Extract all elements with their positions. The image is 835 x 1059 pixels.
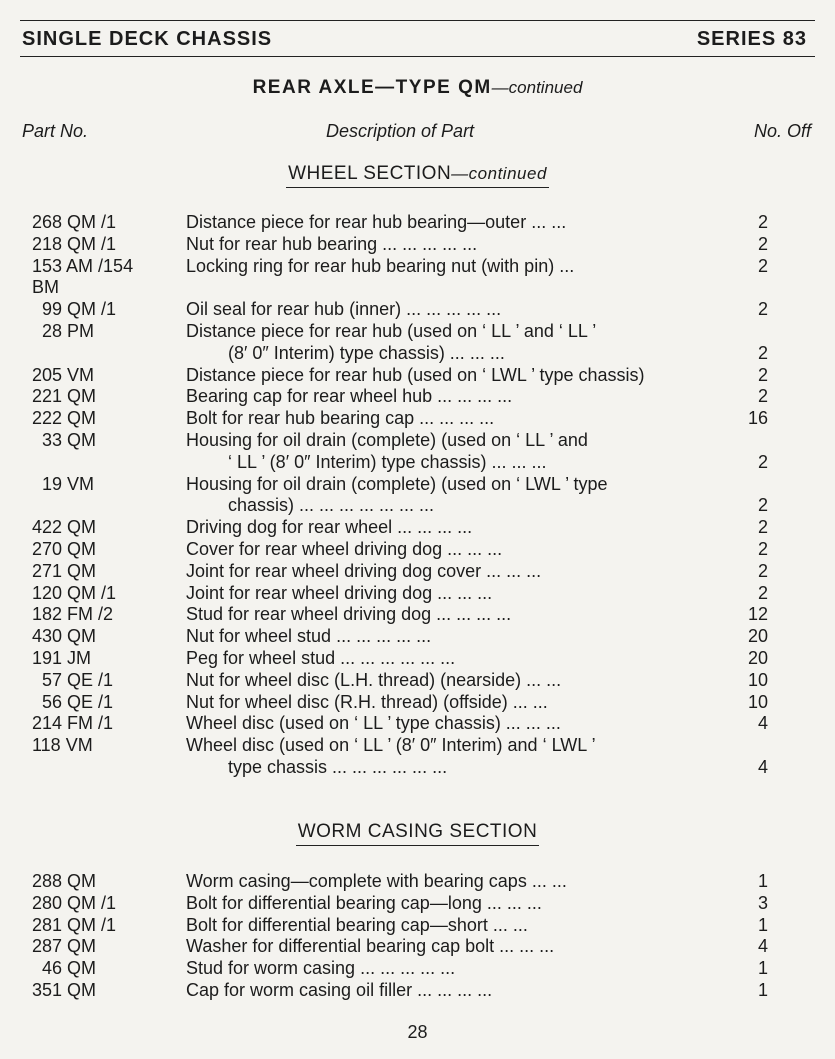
header-rule [20,56,815,57]
quantity: 2 [757,255,768,276]
quantity: 12 [747,604,768,625]
worm-section-title [0,821,835,846]
description-line: Wheel disc (used on ‘ LL ’ (8′ 0″ Interim) and ‘ LWL ’ [186,735,596,756]
table-row [0,299,835,321]
quantity: 2 [757,212,768,232]
description-line: Stud for worm casing ... ... ... ... ... [186,958,456,979]
part-number: 422 QM [32,517,97,538]
part-description [186,958,700,980]
part-description [186,365,700,387]
part-number: 57 QE /1 [42,669,114,690]
part-description [186,299,700,321]
quantity: 2 [757,538,768,559]
title-continued: —continued [491,78,583,97]
description-line: Joint for rear wheel driving dog cover ... ... ... [186,560,542,581]
quantity: 2 [757,582,768,603]
part-number: 56 QE /1 [42,691,114,712]
part-number: 221 QM [32,386,97,407]
description-line: Housing for oil drain (complete) (used on ‘ LWL ’ type [186,473,608,494]
worm-section-list [0,871,835,1002]
description-line: Locking ring for rear hub bearing nut (with pin) ... [186,255,575,276]
part-description [186,256,700,278]
description-line: Bolt for differential bearing cap—long ... ... ... [186,892,542,913]
part-description [186,583,700,605]
quantity: 20 [747,626,768,647]
worm-section-name: WORM CASING SECTION [296,821,540,846]
quantity: 20 [747,647,768,668]
part-description [186,648,700,670]
table-row [0,583,835,605]
quantity: 1 [757,958,768,979]
part-number: 351 QM [32,979,97,1000]
description-line: (8′ 0″ Interim) type chassis) ... ... ... [228,342,505,363]
table-row [0,277,835,299]
table-row [0,626,835,648]
table-row [0,893,835,915]
description-line: Nut for rear hub bearing ... ... ... ... ... [186,233,478,254]
part-number: 191 JM [32,647,92,668]
quantity: 3 [757,892,768,913]
quantity: 2 [757,342,768,363]
part-description [186,321,700,365]
table-row [0,234,835,256]
description-line: Cap for worm casing oil filler ... ... ... ... [186,979,493,1000]
part-number: 120 QM /1 [32,582,117,603]
part-description [186,604,700,626]
quantity: 1 [757,871,768,891]
part-number: 99 QM /1 [42,299,117,320]
part-number: 33 QM [42,429,97,450]
part-number: 222 QM [32,408,97,429]
quantity: 2 [757,495,768,516]
table-row [0,735,835,779]
part-description [186,408,700,430]
part-description [186,517,700,539]
part-number: 46 QM [42,958,97,979]
description-line: Bolt for rear hub bearing cap ... ... ... ... [186,408,495,429]
header-series: SERIES 83 [696,28,807,50]
table-row [0,408,835,430]
part-number: 28 PM [42,320,95,341]
part-description [186,626,700,648]
page-number: 28 [407,1022,428,1042]
description-line: Cover for rear wheel driving dog ... ... ... [186,538,503,559]
description-line: Peg for wheel stud ... ... ... ... ... ... [186,647,456,668]
table-row [0,212,835,234]
table-row [0,670,835,692]
quantity: 4 [757,713,768,734]
part-description [186,692,700,714]
column-header-part-no: Part No. [22,121,89,141]
quantity: 1 [757,914,768,935]
description-line: Joint for rear wheel driving dog ... ... ... [186,582,493,603]
title-main: REAR AXLE—TYPE QM [252,77,492,98]
table-row [0,474,835,518]
table-row [0,936,835,958]
part-description [186,430,700,474]
table-row [0,604,835,626]
part-number: 182 FM /2 [32,604,114,625]
description-line: chassis) ... ... ... ... ... ... ... [228,495,435,516]
description-line: ‘ LL ’ (8′ 0″ Interim) type chassis) ... ... ... [228,451,547,472]
table-row [0,321,835,365]
table-row [0,256,835,278]
part-description [186,561,700,583]
part-number: 218 QM /1 [32,233,117,254]
table-row [0,430,835,474]
table-row [0,713,835,735]
description-line: Nut for wheel disc (R.H. thread) (offside) ... ... [186,691,548,712]
part-number: 19 VM [42,473,95,494]
wheel-section-list [0,212,835,779]
quantity: 4 [757,936,768,957]
part-number: 287 QM [32,936,97,957]
description-line: Driving dog for rear wheel ... ... ... ... [186,517,473,538]
part-description [186,670,700,692]
column-header-description: Description of Part [326,121,475,141]
quantity: 10 [747,691,768,712]
part-number: 281 QM /1 [32,914,117,935]
column-header-no-off: No. Off [753,121,811,141]
description-line: type chassis ... ... ... ... ... ... [228,756,448,777]
table-row [0,386,835,408]
quantity: 16 [747,408,768,429]
quantity: 2 [757,386,768,407]
quantity: 2 [757,299,768,320]
part-number: 288 QM [32,871,97,891]
part-description [186,539,700,561]
description-line: Distance piece for rear hub (used on ‘ LL ’ and ‘ LL ’ [186,320,597,341]
part-description [186,936,700,958]
part-number: 270 QM [32,538,97,559]
part-number: 430 QM [32,626,97,647]
wheel-section-continued: —continued [451,164,547,183]
table-row [0,980,835,1002]
table-row [0,648,835,670]
description-line: Nut for wheel stud ... ... ... ... ... [186,626,432,647]
quantity: 2 [757,560,768,581]
quantity: 1 [757,979,768,1000]
table-row [0,871,835,893]
description-line: Wheel disc (used on ‘ LL ’ type chassis) ... ... ... [186,713,561,734]
part-description [186,386,700,408]
quantity: 4 [757,756,768,777]
table-row [0,365,835,387]
quantity: 2 [757,451,768,472]
quantity: 10 [747,669,768,690]
table-row [0,958,835,980]
page-title [0,77,835,99]
description-line: Washer for differential bearing cap bolt ... ... ... [186,936,555,957]
part-description [186,871,700,893]
description-line: Stud for rear wheel driving dog ... ... ... ... [186,604,512,625]
part-description [186,915,700,937]
part-description [186,735,700,779]
part-description [186,713,700,735]
part-number: 268 QM /1 [32,212,117,232]
quantity: 2 [757,233,768,254]
table-row [0,517,835,539]
part-number: BM [32,277,59,298]
part-description [186,212,700,234]
description-line [186,277,700,299]
description-line: Distance piece for rear hub bearing—outer ... ... [186,212,567,232]
part-description [186,980,700,1002]
description-line: Worm casing—complete with bearing caps ... ... [186,871,567,891]
description-line: Nut for wheel disc (L.H. thread) (nearside) ... ... [186,669,562,690]
part-description [186,277,700,299]
wheel-section-name: WHEEL SECTION [288,163,452,184]
part-number: 214 FM /1 [32,713,114,734]
part-number: 205 VM [32,364,95,385]
table-row [0,915,835,937]
quantity: 2 [757,517,768,538]
description-line: Distance piece for rear hub (used on ‘ LWL ’ type chassis) [186,364,645,385]
description-line: Oil seal for rear hub (inner) ... ... ... ... ... [186,299,502,320]
top-rule [20,20,815,21]
part-number: 280 QM /1 [32,892,117,913]
header-title: SINGLE DECK CHASSIS [22,28,273,50]
table-row [0,561,835,583]
part-number: 118 VM [32,735,93,756]
quantity: 2 [757,364,768,385]
part-description [186,234,700,256]
part-number: 153 AM /154 [32,255,134,276]
table-row [0,692,835,714]
description-line: Housing for oil drain (complete) (used on ‘ LL ’ and [186,429,588,450]
description-line: Bearing cap for rear wheel hub ... ... ... ... [186,386,513,407]
part-description [186,893,700,915]
description-line: Bolt for differential bearing cap—short ... ... [186,914,528,935]
part-number: 271 QM [32,560,97,581]
table-row [0,539,835,561]
wheel-section-title [0,163,835,188]
part-description [186,474,700,518]
